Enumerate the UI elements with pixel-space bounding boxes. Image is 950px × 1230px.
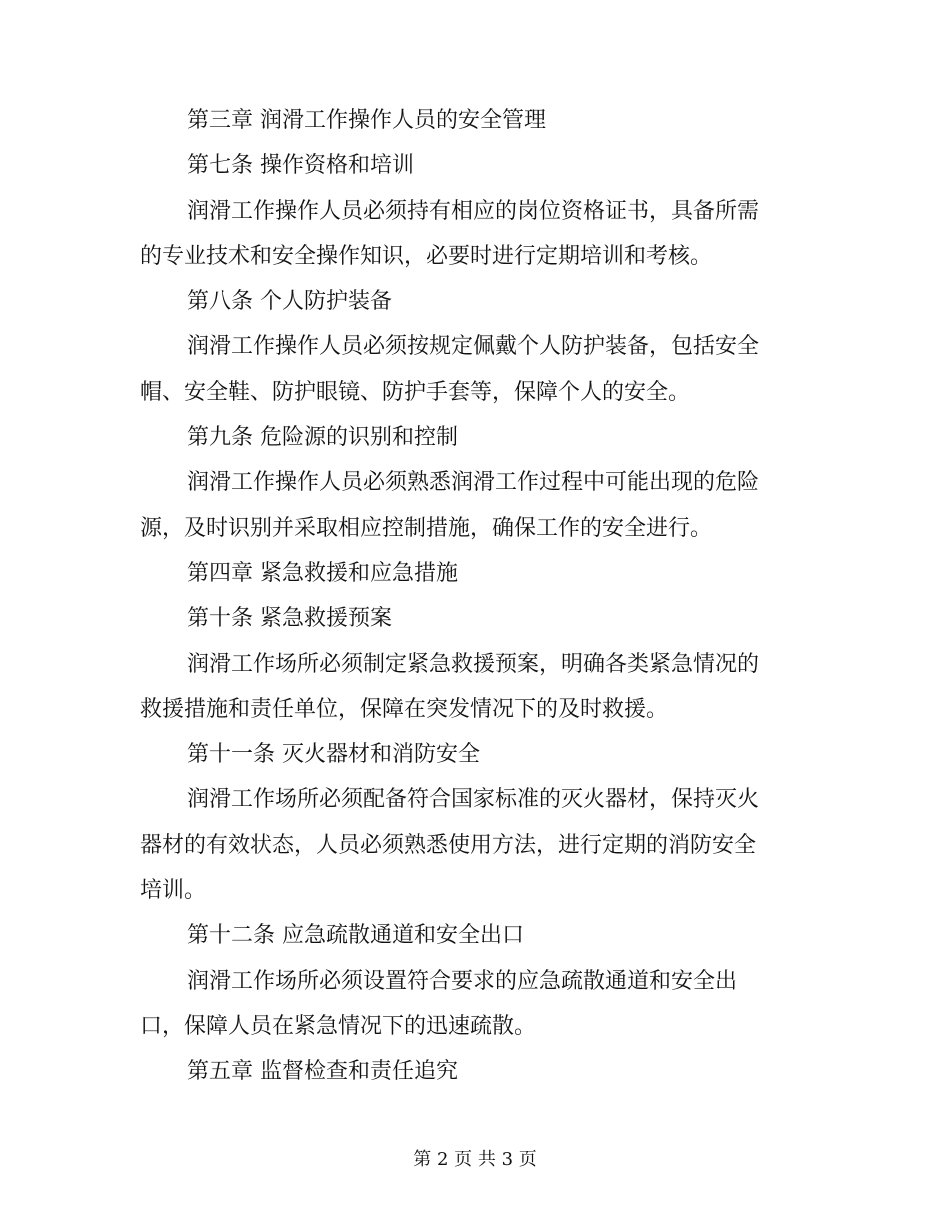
paragraph-line: 培训。 xyxy=(140,878,207,904)
paragraph-line: 润滑工作操作人员必须熟悉润滑工作过程中可能出现的危险 xyxy=(187,470,760,496)
paragraph-line: 救援措施和责任单位，保障在突发情况下的及时救援。 xyxy=(140,696,669,722)
paragraph-line: 润滑工作场所必须配备符合国家标准的灭火器材，保持灭火 xyxy=(187,787,760,813)
paragraph-line: 润滑工作操作人员必须按规定佩戴个人防护装备，包括安全 xyxy=(187,334,760,360)
paragraph-line: 帽、安全鞋、防护眼镜、防护手套等，保障个人的安全。 xyxy=(140,379,691,405)
paragraph-line: 润滑工作场所必须设置符合要求的应急疏散通道和安全出 xyxy=(187,968,738,994)
paragraph-line: 口，保障人员在紧急情况下的迅速疏散。 xyxy=(140,1013,537,1039)
document-body xyxy=(140,98,812,1095)
paragraph-line: 润滑工作操作人员必须持有相应的岗位资格证书，具备所需 xyxy=(187,198,760,224)
paragraph-line: 源，及时识别并采取相应控制措施，确保工作的安全进行。 xyxy=(140,515,713,541)
article-heading: 第九条 危险源的识别和控制 xyxy=(187,425,458,451)
article-heading: 第七条 操作资格和培训 xyxy=(187,153,414,179)
page-number-footer: 第 2 页 共 3 页 xyxy=(413,1149,537,1170)
article-heading: 第十条 紧急救援预案 xyxy=(187,606,392,632)
article-heading: 第十二条 应急疏散通道和安全出口 xyxy=(187,923,524,949)
chapter-heading: 第三章 润滑工作操作人员的安全管理 xyxy=(187,108,546,133)
paragraph-line: 器材的有效状态，人员必须熟悉使用方法，进行定期的消防安全 xyxy=(140,832,757,858)
article-heading: 第十一条 灭火器材和消防安全 xyxy=(187,742,480,768)
paragraph-line: 润滑工作场所必须制定紧急救援预案，明确各类紧急情况的 xyxy=(187,651,760,677)
article-heading: 第八条 个人防护装备 xyxy=(187,289,392,315)
paragraph-line: 的专业技术和安全操作知识，必要时进行定期培训和考核。 xyxy=(140,243,713,269)
chapter-heading: 第五章 监督检查和责任追究 xyxy=(187,1059,458,1085)
chapter-heading: 第四章 紧急救援和应急措施 xyxy=(187,560,458,586)
